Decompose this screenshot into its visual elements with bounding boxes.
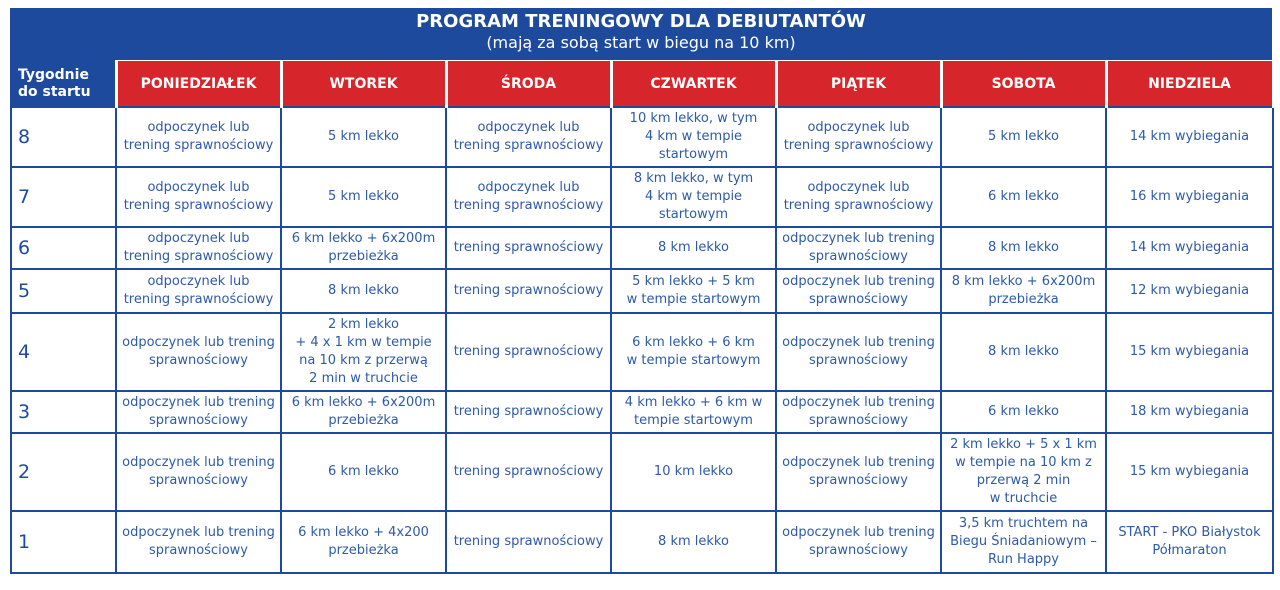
workout-cell: 5 km lekko [941, 107, 1106, 167]
week-row [11, 227, 1273, 269]
workout-cell: odpoczynek lub trening sprawnościowy [116, 313, 281, 391]
workout-cell: 16 km wybiegania [1106, 167, 1273, 227]
week-row [11, 391, 1273, 433]
workout-cell: trening sprawnościowy [446, 391, 611, 433]
workout-cell: odpoczynek lub trening sprawnościowy [776, 227, 941, 269]
workout-cell: 14 km wybiegania [1106, 107, 1273, 167]
workout-cell: 6 km lekko [941, 391, 1106, 433]
workout-cell: trening sprawnościowy [446, 511, 611, 573]
week-row [11, 433, 1273, 511]
schedule-table [10, 60, 1275, 574]
week-number: 1 [11, 511, 116, 573]
workout-cell: trening sprawnościowy [446, 227, 611, 269]
training-plan [10, 8, 1272, 580]
workout-cell: odpoczynek lub trening sprawnościowy [446, 167, 611, 227]
workout-cell: 6 km lekko + 4x200 przebieżka [281, 511, 446, 573]
workout-cell: odpoczynek lub trening sprawnościowy [116, 107, 281, 167]
day-header: WTOREK [281, 61, 446, 107]
day-header: ŚRODA [446, 61, 611, 107]
workout-cell: 10 km lekko, w tym 4 km w tempie startowym [611, 107, 776, 167]
week-number: 3 [11, 391, 116, 433]
workout-cell: 8 km lekko [941, 227, 1106, 269]
workout-cell: 10 km lekko [611, 433, 776, 511]
workout-cell: 12 km wybiegania [1106, 269, 1273, 313]
workout-cell: 6 km lekko [281, 433, 446, 511]
workout-cell: 6 km lekko + 6 km w tempie startowym [611, 313, 776, 391]
day-header: NIEDZIELA [1106, 61, 1273, 107]
workout-cell: odpoczynek lub trening sprawnościowy [776, 391, 941, 433]
day-header: CZWARTEK [611, 61, 776, 107]
workout-cell: 5 km lekko [281, 107, 446, 167]
workout-cell: 6 km lekko + 6x200m przebieżka [281, 391, 446, 433]
workout-cell: odpoczynek lub trening sprawnościowy [116, 227, 281, 269]
week-row [11, 313, 1273, 391]
workout-cell: odpoczynek lub trening sprawnościowy [776, 269, 941, 313]
workout-cell: 8 km lekko [611, 227, 776, 269]
workout-cell: 2 km lekko + 5 x 1 km w tempie na 10 km z przerwą 2 min w truchcie [941, 433, 1106, 511]
workout-cell: odpoczynek lub trening sprawnościowy [116, 269, 281, 313]
day-header: SOBOTA [941, 61, 1106, 107]
day-header: PIĄTEK [776, 61, 941, 107]
workout-cell: 15 km wybiegania [1106, 433, 1273, 511]
workout-cell: odpoczynek lub trening sprawnościowy [776, 433, 941, 511]
workout-cell: 18 km wybiegania [1106, 391, 1273, 433]
workout-cell: odpoczynek lub trening sprawnościowy [776, 107, 941, 167]
workout-cell: odpoczynek lub trening sprawnościowy [116, 433, 281, 511]
workout-cell: 6 km lekko [941, 167, 1106, 227]
workout-cell: 4 km lekko + 6 km w tempie startowym [611, 391, 776, 433]
header-row [11, 61, 1273, 107]
week-number: 5 [11, 269, 116, 313]
workout-cell: 15 km wybiegania [1106, 313, 1273, 391]
workout-cell: 8 km lekko [941, 313, 1106, 391]
workout-cell: 8 km lekko + 6x200m przebieżka [941, 269, 1106, 313]
workout-cell: trening sprawnościowy [446, 433, 611, 511]
workout-cell: 6 km lekko + 6x200m przebieżka [281, 227, 446, 269]
week-row [11, 107, 1273, 167]
plan-title: PROGRAM TRENINGOWY DLA DEBIUTANTÓW [416, 11, 866, 32]
workout-cell: trening sprawnościowy [446, 269, 611, 313]
week-number: 6 [11, 227, 116, 269]
workout-cell: odpoczynek lub trening sprawnościowy [776, 167, 941, 227]
workout-cell: 8 km lekko, w tym 4 km w tempie startowym [611, 167, 776, 227]
week-number: 8 [11, 107, 116, 167]
weeks-to-start-header: Tygodnie do startu [11, 61, 116, 107]
week-number: 4 [11, 313, 116, 391]
workout-cell: odpoczynek lub trening sprawnościowy [446, 107, 611, 167]
workout-cell: 8 km lekko [281, 269, 446, 313]
workout-cell: odpoczynek lub trening sprawnościowy [116, 391, 281, 433]
week-row [11, 167, 1273, 227]
workout-cell: 2 km lekko + 4 x 1 km w tempie na 10 km z przerwą 2 min w truchcie [281, 313, 446, 391]
workout-cell: 5 km lekko [281, 167, 446, 227]
plan-subtitle: (mają za sobą start w biegu na 10 km) [486, 33, 796, 52]
workout-cell: 14 km wybiegania [1106, 227, 1273, 269]
workout-cell: odpoczynek lub trening sprawnościowy [116, 511, 281, 573]
workout-cell: odpoczynek lub trening sprawnościowy [776, 511, 941, 573]
day-header: PONIEDZIAŁEK [116, 61, 281, 107]
week-number: 2 [11, 433, 116, 511]
workout-cell: 3,5 km truchtem na Biegu Śniadaniowym – Run Happy [941, 511, 1106, 573]
week-number: 7 [11, 167, 116, 227]
workout-cell: odpoczynek lub trening sprawnościowy [776, 313, 941, 391]
workout-cell: odpoczynek lub trening sprawnościowy [116, 167, 281, 227]
workout-cell: 8 km lekko [611, 511, 776, 573]
week-row [11, 269, 1273, 313]
workout-cell: 5 km lekko + 5 km w tempie startowym [611, 269, 776, 313]
week-row [11, 511, 1273, 573]
workout-cell: trening sprawnościowy [446, 313, 611, 391]
title-bar [10, 8, 1272, 60]
workout-cell: START - PKO Białystok Półmaraton [1106, 511, 1273, 573]
